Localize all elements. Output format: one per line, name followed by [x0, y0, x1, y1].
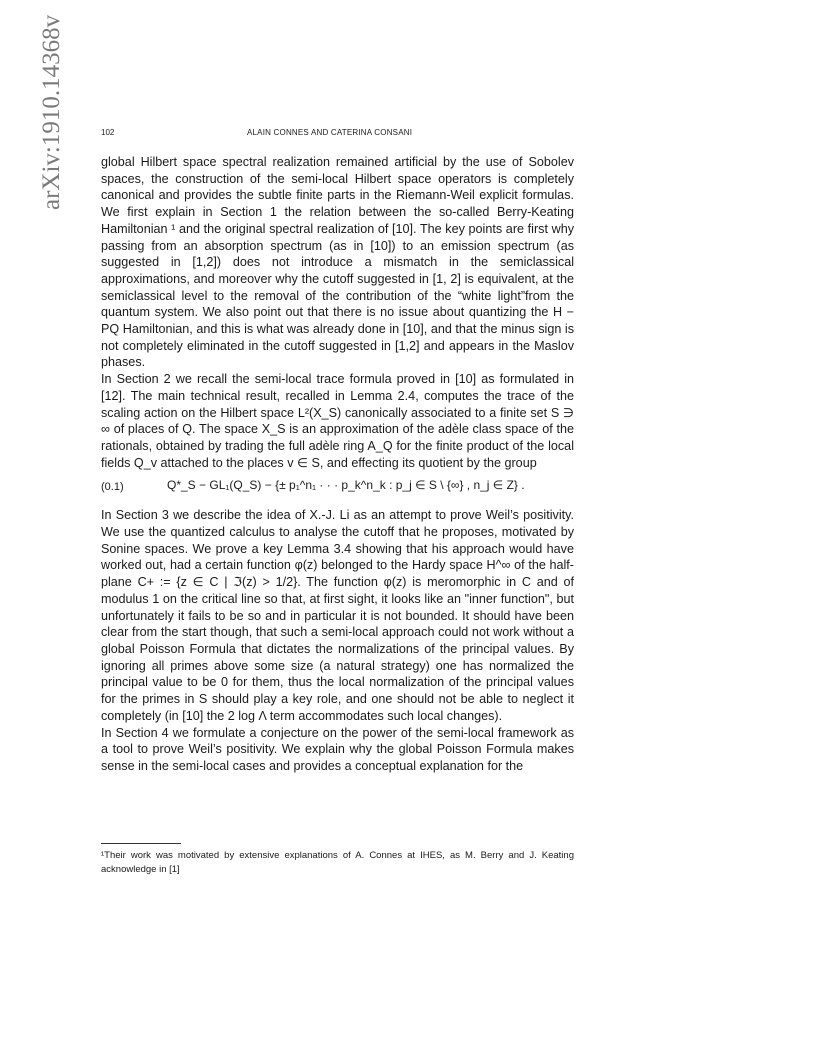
running-authors: ALAIN CONNES AND CATERINA CONSANI [247, 128, 413, 137]
footnote: ¹Their work was motivated by extensive explanations of A. Connes at IHES, as M. Berry and J. Keating acknowledge in [1] [101, 850, 574, 875]
page-number: 102 [101, 128, 115, 137]
equation-formula: Q*_S − GL₁(Q_S) − {± p₁^n₁ · · · p_k^n_k : p_j ∈ S \ {∞} , n_j ∈ Z} . [167, 478, 525, 493]
footnote-rule [101, 843, 181, 844]
main-text [101, 154, 574, 775]
equation-0-1 [101, 473, 574, 503]
arxiv-stamp: arXiv:1910.14368v [38, 14, 65, 210]
paragraph-4: In Section 4 we formulate a conjecture on the power of the semi-local framework as a tool to prove Weil’s positivity. We explain why the global Poisson Formula makes sense in the semi-local cases and provides a conceptual explanation for the [101, 725, 574, 773]
paragraph-3: In Section 3 we describe the idea of X.-J. Li as an attempt to prove Weil’s positivity. We use the quantized calculus to analyse the cutoff that he proposes, motivated by Sonine spaces. We prove a key Lemma 3.4 showing that his approach would have worked out, had a certain function φ(z) belonged to the Hardy space H^∞ of the half-plane C+ := {z ∈ C | ℑ(z) > 1/2}. The function φ(z) is meromorphic in C and of modulus 1 on the critical line so that, at first sight, it looks like an "inner function", but unfortunately it fails to be so and in particular it is not bounded. It should have been clear from the start though, that such a semi-local approach could not work without a global Poisson Formula that dictates the normalizations of the principal values. By ignoring all primes above some size (a natural strategy) one has normalized the principal value to be 0 for them, thus the local normalization of the principal values for the primes in S should play a key role, and one should not be able to neglect it completely (in [10] the 2 log Λ term accommodates such local changes). [101, 508, 574, 723]
paragraph-1: global Hilbert space spectral realization remained artificial by the use of Sobolev spaces, the construction of the semi-local Hilbert space operators is completely canonical and provides the subtle finite parts in the Riemann-Weil explicit formulas. We first explain in Section 1 the relation between the so-called Berry-Keating Hamiltonian ¹ and the original spectral realization of [10]. The key points are first why passing from an absorption spectrum (as in [10]) to an emission spectrum (as suggested in [1,2]) does not introduce a mismatch in the semiclassical approximations, and moreover why the cutoff suggested in [1, 2] is equivalent, at the semiclassical level to the removal of the contribution of the “white light”from the quantum system. We also point out that there is no issue about quantizing the H − PQ Hamiltonian, and this is what was already done in [10], and that the minus sign is not completely eliminated in the cutoff suggested in [1,2] and appears in the Maslov phases. [101, 155, 574, 370]
equation-number: (0.1) [101, 481, 124, 494]
paragraph-2: In Section 2 we recall the semi-local trace formula proved in [10] as formulated in [12]. The main technical result, recalled in Lemma 2.4, computes the trace of the scaling action on the Hilbert space L²(X_S) canonically associated to a finite set S ∋ ∞ of places of Q. The space X_S is an approximation of the adèle class space of the rationals, obtained by trading the full adèle ring A_Q for the finite product of the local fields Q_v attached to the places v ∈ S, and effecting its quotient by the group [101, 372, 574, 470]
